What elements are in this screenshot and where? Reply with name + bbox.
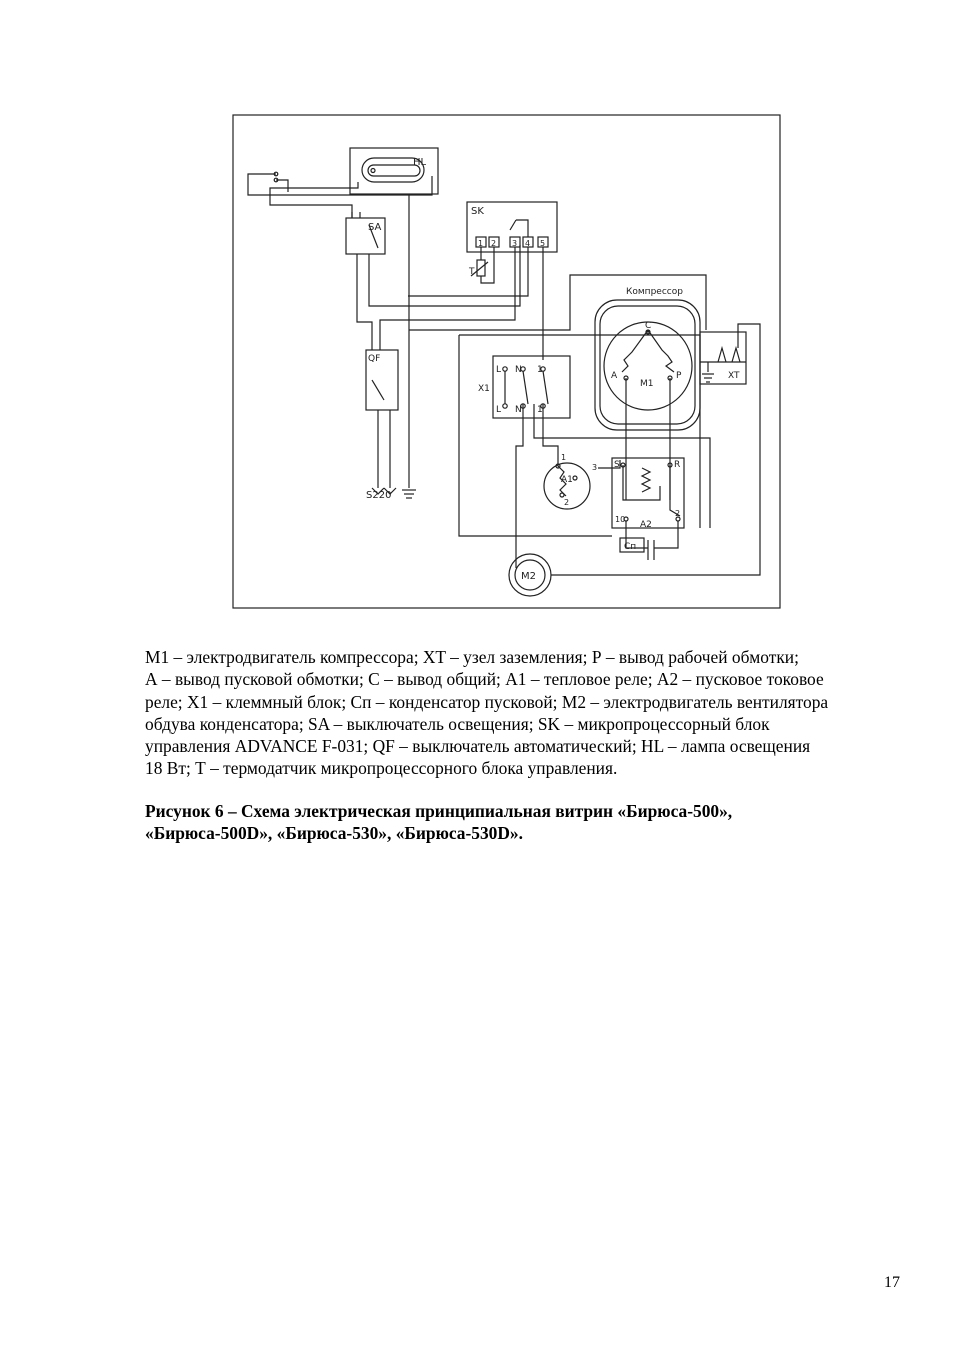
lamp-wiring [248, 172, 432, 410]
label-compressor: Компрессор [626, 287, 683, 297]
label-x1: X1 [478, 384, 490, 394]
label-hl: HL [413, 157, 427, 168]
controller-sk [380, 202, 557, 360]
lamp-hl [350, 148, 438, 194]
bus-line-2 [459, 335, 700, 528]
label-a2: A2 [640, 520, 652, 530]
legend-line: реле; Х1 – клеммный блок; Сп – конденсатор пусковой; М2 – электродвигатель вентилятора [145, 691, 829, 712]
bus-line-3 [459, 335, 612, 536]
label-sk: SK [471, 206, 484, 217]
label-a1-2: 2 [564, 498, 570, 507]
legend-line: обдува конденсатора; SA – выключатель освещения; SK – микропроцессорный блок [145, 713, 770, 734]
bus-line [409, 275, 706, 330]
wiring-diagram [0, 0, 954, 640]
start-relay-a2 [612, 458, 684, 560]
label-m2: M2 [521, 571, 536, 582]
legend-line: управления ADVANCE F-031; QF – выключатель автоматический; HL – лампа освещения [145, 736, 811, 757]
label-sk-5: 5 [540, 239, 546, 248]
caption-line-2: «Бирюса-500D», «Бирюса-530», «Бирюса-530D». [145, 823, 523, 843]
label-sk-4: 4 [525, 239, 531, 248]
label-x1-n-bot: N [515, 405, 522, 415]
label-a1-3: 3 [592, 463, 598, 472]
caption-line-1: Рисунок 6 – Схема электрическая принципиальная витрин «Бирюса-500», [145, 801, 733, 821]
grounding-xt [551, 324, 760, 575]
label-t: T [469, 267, 475, 277]
wiring-diagram-svg [0, 0, 954, 640]
label-c: C [645, 321, 652, 331]
label-xt: XT [728, 371, 740, 381]
label-x1-n-top: N [515, 365, 522, 375]
label-x1-1-top: 1 [537, 365, 543, 375]
label-m1: M1 [640, 379, 654, 389]
label-a2-r: R [674, 460, 681, 470]
diagram-frame [233, 115, 780, 608]
label-a1: A1 [561, 475, 573, 485]
label-cp: Cп [624, 542, 637, 552]
label-x1-l-top: L [496, 365, 502, 375]
label-a2-2: 2 [675, 509, 681, 518]
legend-line: 18 Вт; Т – термодатчик микропроцессорного блока управления. [145, 758, 618, 779]
label-qf: QF [368, 354, 381, 364]
label-sa: SA [368, 222, 382, 233]
label-a2-10: 10 [615, 515, 626, 524]
label-sk-1: 1 [478, 239, 484, 248]
label-p: P [676, 371, 682, 381]
legend [145, 646, 915, 780]
label-a1-1: 1 [561, 453, 567, 462]
label-x1-l-bot: L [496, 405, 502, 415]
label-a: A [611, 371, 618, 381]
label-sk-2: 2 [491, 239, 497, 248]
label-x1-1-bot: 1 [537, 405, 543, 415]
label-a2-s: S [614, 460, 620, 470]
legend-line: М1 – электродвигатель компрессора; XT – узел заземления; Р – вывод рабочей обмотки; [145, 647, 799, 667]
label-supply: S220 [366, 490, 392, 501]
legend-line: А – вывод пусковой обмотки; С – вывод общий; А1 – тепловое реле; А2 – пусковое токовое [145, 669, 824, 690]
thermal-relay-a1 [544, 452, 620, 509]
page-number: 17 [884, 1274, 900, 1291]
figure-caption [145, 800, 915, 844]
label-sk-3: 3 [512, 239, 518, 248]
